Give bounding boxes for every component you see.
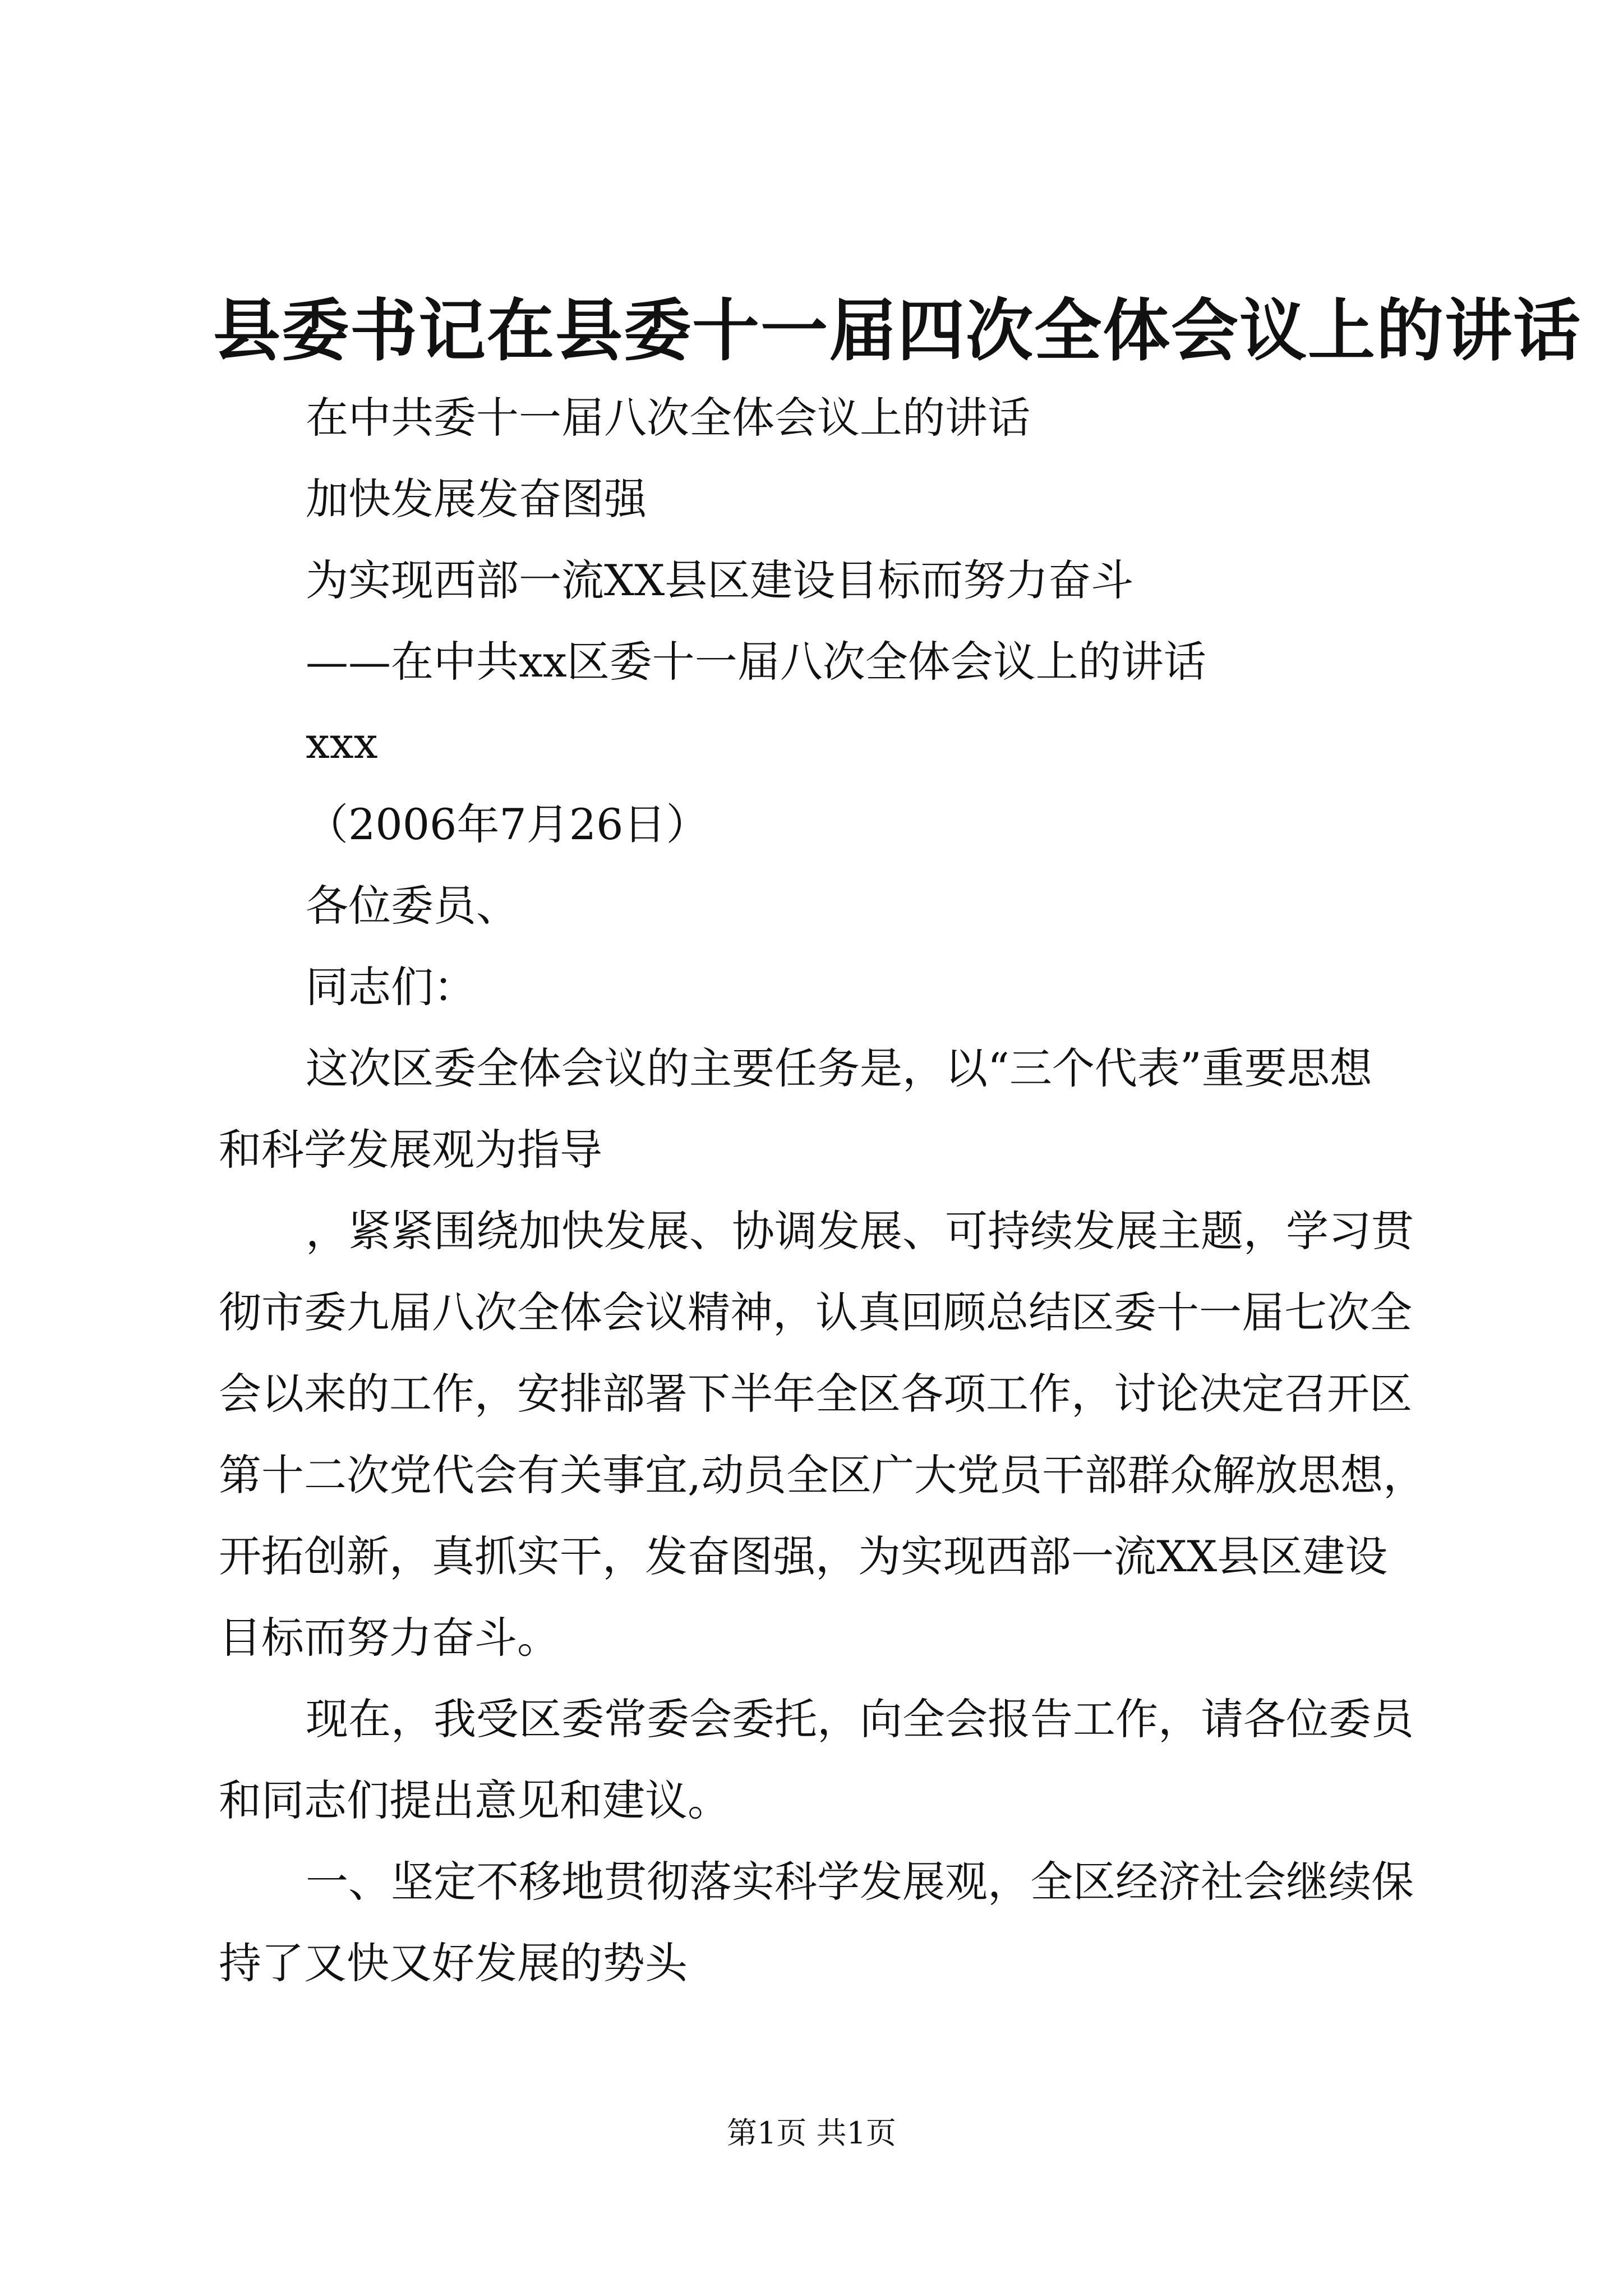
salutation-line: 同志们： [306,962,476,1012]
body-text-line: 和同志们提出意见和建议。 [219,1775,730,1825]
body-text-line: 彻市委九届八次全体会议精神，认真回顾总结区委十一届七次全 [219,1287,1412,1337]
document-title: 县委书记在县委十一届四次全体会议上的讲话 [213,291,1581,370]
body-text-line: 这次区委全体会议的主要任务是，以“三个代表”重要思想 [306,1043,1372,1093]
body-text-line: 现在，我受区委常委会委托，向全会报告工作，请各位委员 [306,1694,1414,1744]
body-text-line: 开拓创新，真抓实干，发奋图强，为实现西部一流XX县区建设 [219,1531,1388,1581]
subtitle-line: 在中共委十一届八次全体会议上的讲话 [306,393,1030,443]
body-text-line: 和科学发展观为指导 [219,1125,602,1175]
date-line: （2006年7月26日） [306,799,709,849]
subtitle-line: ——在中共xx区委十一届八次全体会议上的讲话 [306,637,1206,687]
body-text-line: ，紧紧围绕加快发展、协调发展、可持续发展主题，学习贯 [306,1206,1414,1256]
author-line: xxx [306,718,378,768]
body-text-line: 会以来的工作，安排部署下半年全区各项工作，讨论决定召开区 [219,1369,1412,1419]
body-text-line: 目标而努力奋斗。 [219,1613,560,1663]
salutation-line: 各位委员、 [306,881,519,931]
section-heading-line: 一、坚定不移地贯彻落实科学发展观，全区经济社会继续保 [306,1857,1414,1907]
subtitle-line: 加快发展发奋图强 [306,474,647,524]
page-number-footer: 第1页 共1页 [727,2115,896,2151]
subtitle-line: 为实现西部一流XX县区建设目标而努力奋斗 [306,555,1134,605]
body-text-line: 第十二次党代会有关事宜,动员全区广大党员干部群众解放思想， [219,1450,1426,1500]
section-heading-line: 持了又快又好发展的势头 [219,1938,688,1988]
